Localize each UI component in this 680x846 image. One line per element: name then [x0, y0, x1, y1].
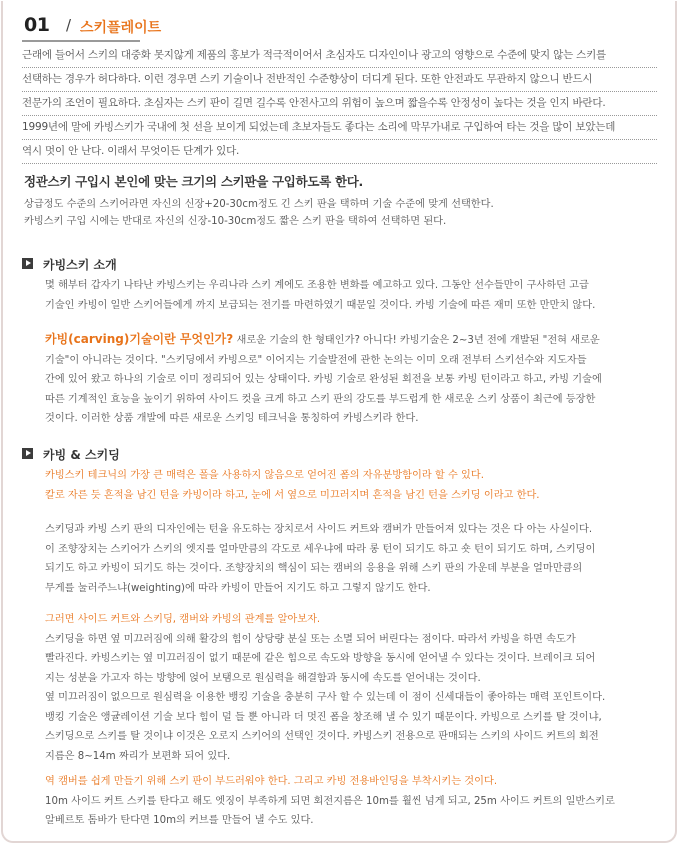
body-line: 지름은 8~14m 짜리가 보편화 되어 있다.: [45, 750, 231, 762]
body-line: 알베르토 톰바가 탄다면 10m의 커브를 만들어 낼 수도 있다.: [45, 815, 314, 826]
carving-paragraph-3: [45, 772, 665, 831]
carving-question-text: [45, 330, 665, 429]
highlight-line: 카빙스키 테크닉의 가장 큰 매력은 폴을 사용하지 않음으로 얻어진 폼의 자유분방함이라 할 수 있다.: [45, 470, 484, 481]
body-line: 빨라진다. 카빙스키는 옆 미끄러짐이 없기 때문에 같은 힘으로 속도와 방향을 동시에 얻어낼 수 있다는 것이다. 브레이크 되어: [45, 653, 596, 664]
carving-paragraph-2: [45, 610, 665, 766]
body-line: 뱅킹 기술은 앵귤레이션 기술 보다 힘이 덜 들 뿐 아니라 더 멋진 폼을 창조해 낼 수 있기 때문이다. 카빙으로 스키를 탈 것이냐,: [45, 711, 602, 723]
section-title: 카빙스키 소개: [43, 258, 117, 272]
body-line: 이 조향장치는 스키어가 스키의 엣지를 얼마만큼의 각도로 세우냐에 따라 롱 턴이 되기도 하고 숏 턴이 되기도 하며, 스키딩이: [45, 543, 596, 555]
body-line: 몇 해부터 갑자기 나타난 카빙스키는 우리나라 스키 계에도 조용한 변화를 예고하고 있다. 그동안 선수들만이 구사하던 고급: [45, 280, 589, 291]
body-line: 10m 사이드 커트 스키를 탄다고 해도 엣징이 부족하게 되면 회전지름은 10m를 훨씬 넘게 되고, 25m 사이드 커트의 일반스키로: [45, 795, 615, 807]
carving-intro-text: [45, 276, 665, 315]
section-title: 카빙 & 스키딩: [43, 448, 120, 462]
page-title: 스키플레이트: [80, 20, 162, 36]
body-line: 스키딩으로 스키를 탈 것이냐 이것은 오로지 스키어의 선택인 것이다. 카빙스키 전용으로 판매되는 스키의 사이드 커트의 회전: [45, 731, 599, 742]
intro-paragraph: [22, 44, 657, 164]
intro-line: 1999년에 말에 카빙스키가 국내에 첫 선을 보이게 되었는데 초보자들도 좋다는 소리에 막무가내로 구입하여 타는 것을 많이 보았는데: [22, 116, 657, 140]
guide-line: 카빙스키 구입 시에는 반대로 자신의 신장-10-30cm정도 짧은 스키 판을 택하여 선택하면 된다.: [24, 216, 447, 227]
body-line: 지는 성분을 가고자 하는 방향에 얹어 보탬으로 원심력을 해결함과 동시에 속도를 얻어내는 것이다.: [45, 672, 481, 684]
body-line: 기술인 카빙이 일반 스키어들에게 까지 보급되는 전기를 마련하였기 때문일 것이다. 카빙 기술에 따른 재미 또한 만만치 않다.: [45, 299, 596, 311]
play-bullet-icon: [22, 258, 33, 269]
body-line: 스키딩과 카빙 스키 판의 디자인에는 턴을 유도하는 장치로서 사이드 커트와 캠버가 만들어져 있다는 것은 다 아는 사실이다.: [45, 524, 593, 535]
carving-paragraph-1: [45, 520, 665, 598]
section-slash: /: [66, 16, 72, 34]
carving-highlight-text: [45, 466, 665, 505]
body-line: 기술"이 아니라는 것이다. "스키딩에서 카빙으로" 이어지는 기술발전에 관한 논의는 이미 오래 전부터 스키선수와 지도자들: [45, 354, 587, 366]
guide-title: 정관스키 구입시 본인에 맞는 크기의 스키판을 구입하도록 한다.: [24, 174, 363, 189]
body-line: [45, 330, 665, 351]
question-answer-start: 새로운 기술의 한 형태인가? 아니다! 카빙기술은 2~3년 전에 개발된 "전혀 새로운: [233, 335, 600, 346]
body-line: 스키딩을 하면 옆 미끄러짐에 의해 활강의 힘이 상당량 분실 또는 소멸 되어 버린다는 점이다. 따라서 카빙을 하면 속도가: [45, 633, 576, 645]
play-bullet-icon: [22, 448, 33, 459]
body-line: 옆 미끄러짐이 없으므로 원심력을 이용한 뱅킹 기술을 충분히 구사 할 수 있는데 이 점이 신세대들이 좋아하는 매력 포인트이다.: [45, 692, 606, 703]
body-line: 간에 있어 왔고 하나의 기술로 이미 정리되어 있는 상태이다. 카빙 기술로 완성된 회전을 보통 카빙 턴이라고 하고, 카빙 기술에: [45, 374, 602, 385]
subheading: 그러면 사이드 커트와 스키딩, 캠버와 카빙의 관계를 알아보자.: [45, 614, 321, 625]
body-line: 따른 기계적인 효능을 높이기 위하여 사이드 컷을 크게 하고 스키 판의 강도를 부드럽게 한 새로운 스키 상품이 최근에 등장한: [45, 393, 596, 405]
intro-line: 역시 멋이 안 난다. 이래서 무엇이든 단계가 있다.: [22, 140, 657, 164]
section-number: 01: [24, 14, 50, 36]
question-heading: 카빙(carving)기술이란 무엇인가?: [45, 332, 234, 346]
body-line: 것이다. 이러한 상품 개발에 따른 새로운 스키잉 테크닉을 통칭하여 카빙스키라 한다.: [45, 413, 419, 424]
intro-line: 선택하는 경우가 허다하다. 이런 경우면 스키 기술이나 전반적인 수준향상이 더디게 된다. 또한 안전과도 무관하지 않으니 반드시: [22, 68, 657, 92]
intro-line: 근래에 들어서 스키의 대중화 못지않게 제품의 홍보가 적극적이어서 초심자도 디자인이나 광고의 영향으로 수준에 맞지 않는 스키를: [22, 44, 657, 68]
guide-line: 상급정도 수준의 스키어라면 자신의 신장+20-30cm정도 긴 스키 판을 택하며 기술 수준에 맞게 선택한다.: [24, 199, 494, 210]
highlight-line: 칼로 자른 듯 흔적을 남긴 턴을 카빙이라 하고, 눈에 서 옆으로 미끄러지며 흔적을 남긴 턴을 스키딩 이라고 한다.: [45, 489, 540, 501]
guide-text: [24, 196, 654, 230]
intro-line: 전문가의 조언이 필요하다. 초심자는 스키 판이 길면 길수록 안전사고의 위험이 높으며 짧을수록 안정성이 높다는 것을 인지 바란다.: [22, 92, 657, 116]
section-header: [22, 12, 662, 40]
subheading: 역 캠버를 쉽게 만들기 위해 스키 판이 부드러워야 한다. 그리고 카빙 전용바인딩을 부착시키는 것이다.: [45, 776, 498, 787]
header-underline: [22, 40, 140, 42]
body-line: 무게를 눌러주느냐(weighting)에 따라 카빙이 만들어 지기도 하고 그렇지 않기도 한다.: [45, 582, 431, 594]
body-line: 되기도 하고 카빙이 되기도 하는 것이다. 조향장치의 핵심이 되는 캠버의 응용을 위해 스키 판의 가운데 부분을 얼마만큼의: [45, 563, 583, 574]
